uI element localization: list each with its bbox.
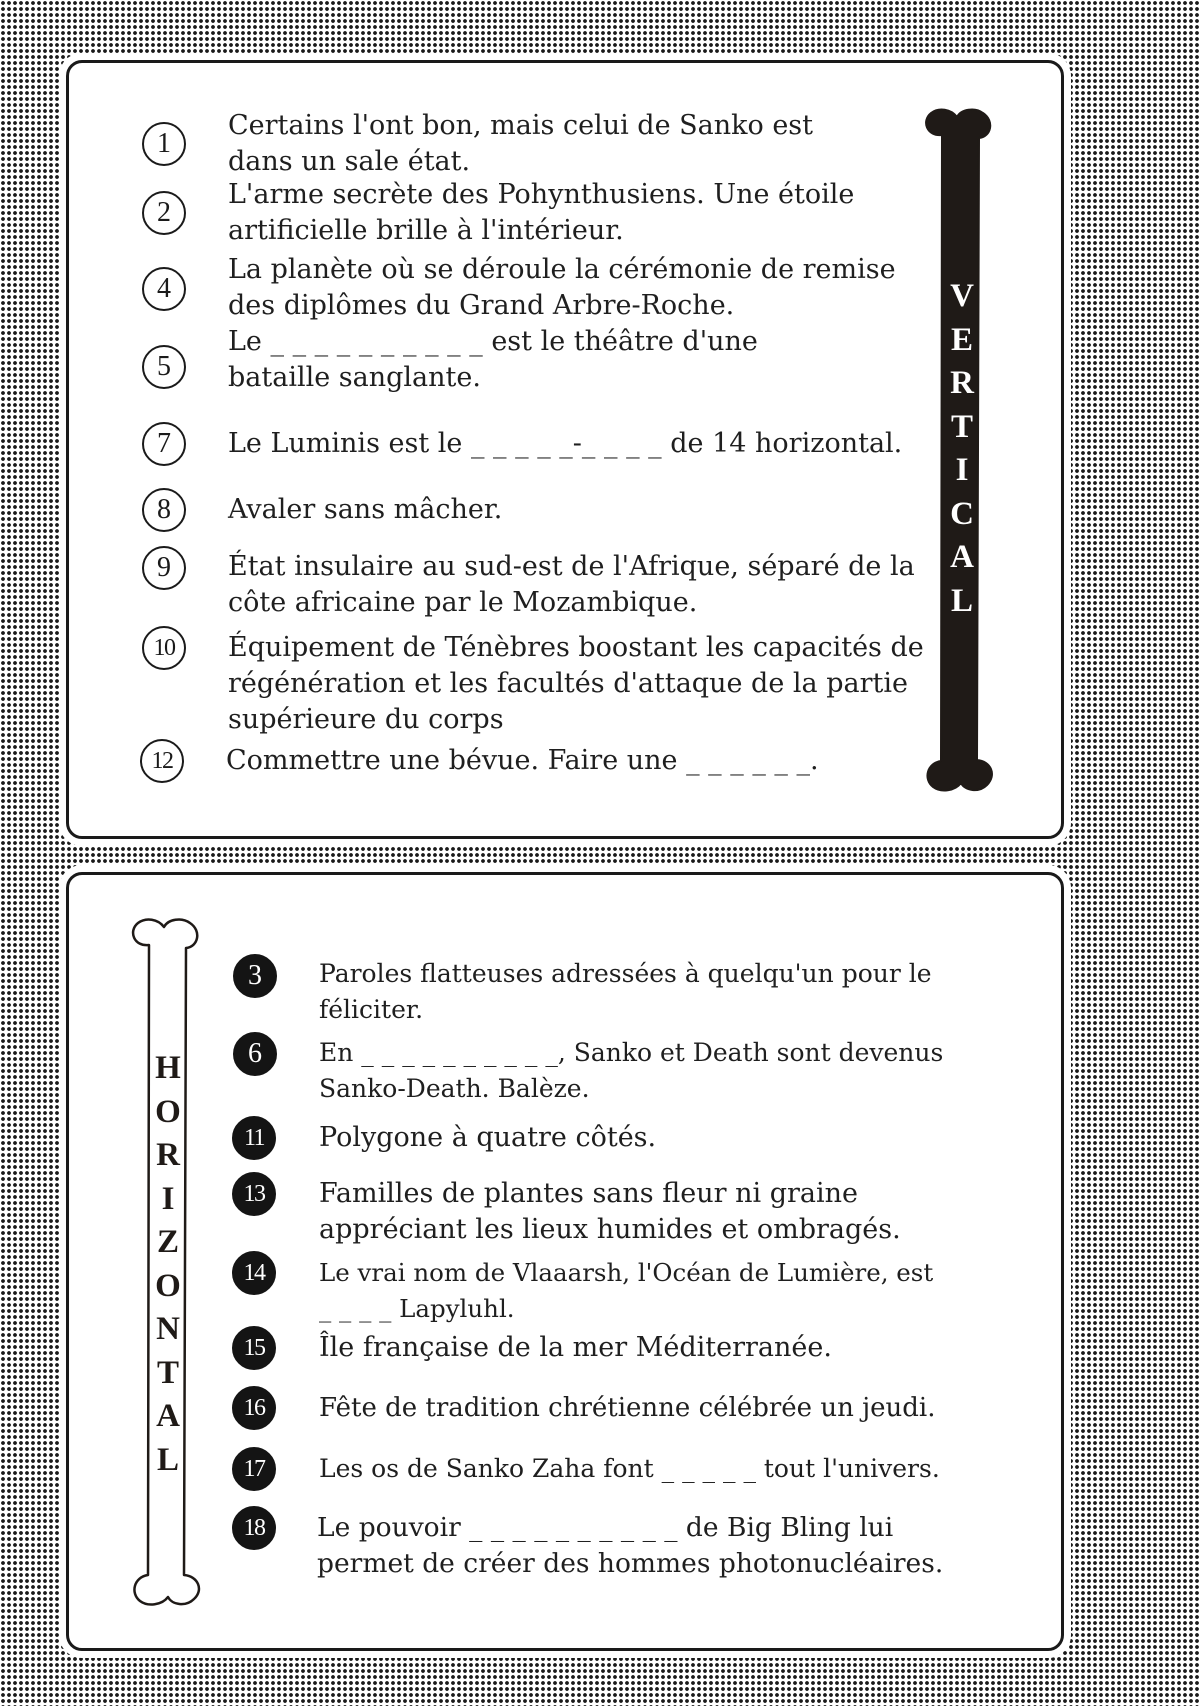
- clue-number-badge: 18: [232, 1506, 276, 1550]
- clue-number-badge: 10: [142, 626, 186, 670]
- clue-text: Le pouvoir _ _ _ _ _ _ _ _ _ _ de Big Bling lui permet de créer des hommes photonucléaires.: [317, 1512, 944, 1579]
- clue-text: Avaler sans mâcher.: [228, 494, 503, 525]
- clue-text: Île française de la mer Méditerranée.: [319, 1332, 832, 1363]
- clue-text: Fête de tradition chrétienne célébrée un jeudi.: [319, 1393, 936, 1423]
- clue-text: Le _ _ _ _ _ _ _ _ _ _ est le théâtre d'une bataille sanglante.: [228, 326, 758, 393]
- clue-number-badge: 1: [142, 122, 186, 166]
- clue-text: La planète où se déroule la cérémonie de remise des diplômes du Grand Arbre-Roche.: [228, 254, 896, 321]
- clue-number-badge: 13: [232, 1172, 276, 1216]
- clue-number-badge: 14: [232, 1251, 276, 1295]
- clue-text: Commettre une bévue. Faire une _ _ _ _ _ _.: [226, 745, 819, 776]
- clue-number-badge: 12: [140, 739, 184, 783]
- horizontal-clues-panel: [66, 872, 1064, 1651]
- clue-number-badge: 15: [232, 1326, 276, 1370]
- clue-text: L'arme secrète des Pohynthusiens. Une étoile artificielle brille à l'intérieur.: [228, 179, 855, 246]
- vertical-clues-panel: [66, 60, 1064, 839]
- clue-text: Équipement de Ténèbres boostant les capacités de régénération et les facultés d'attaque de la partie supérieure du corps: [228, 632, 924, 735]
- clue-text: En _ _ _ _ _ _ _ _ _ _, Sanko et Death sont devenus Sanko-Death. Balèze.: [319, 1038, 944, 1103]
- clue-text: État insulaire au sud-est de l'Afrique, séparé de la côte africaine par le Mozambique.: [228, 551, 915, 618]
- clue-text: Le vrai nom de Vlaaarsh, l'Océan de Lumière, est _ _ _ _ Lapyluhl.: [319, 1258, 934, 1323]
- clue-number-badge: 6: [233, 1032, 277, 1076]
- clue-number-badge: 5: [142, 345, 186, 389]
- clue-number-badge: 8: [142, 488, 186, 532]
- clue-number-badge: 17: [232, 1447, 276, 1491]
- clue-number-badge: 4: [142, 267, 186, 311]
- clue-number-badge: 9: [142, 546, 186, 590]
- clue-number-badge: 16: [232, 1386, 276, 1430]
- clue-number-badge: 3: [233, 954, 277, 998]
- clue-text: Polygone à quatre côtés.: [319, 1122, 657, 1153]
- clue-text: Familles de plantes sans fleur ni graine appréciant les lieux humides et ombragés.: [319, 1178, 901, 1245]
- horizontal-title: H O R I Z O N T A L: [155, 1050, 181, 1478]
- clue-text: Les os de Sanko Zaha font _ _ _ _ _ tout l'univers.: [319, 1454, 940, 1483]
- clue-text: Paroles flatteuses adressées à quelqu'un pour le féliciter.: [319, 959, 932, 1024]
- clue-text: Le Luminis est le _ _ _ _ _-_ _ _ _ de 14 horizontal.: [228, 428, 903, 459]
- clue-text: Certains l'ont bon, mais celui de Sanko est dans un sale état.: [228, 110, 814, 177]
- clue-number-badge: 2: [142, 191, 186, 235]
- clue-number-badge: 11: [232, 1116, 276, 1160]
- clue-number-badge: 7: [142, 422, 186, 466]
- vertical-title: V E R T I C A L: [950, 278, 974, 619]
